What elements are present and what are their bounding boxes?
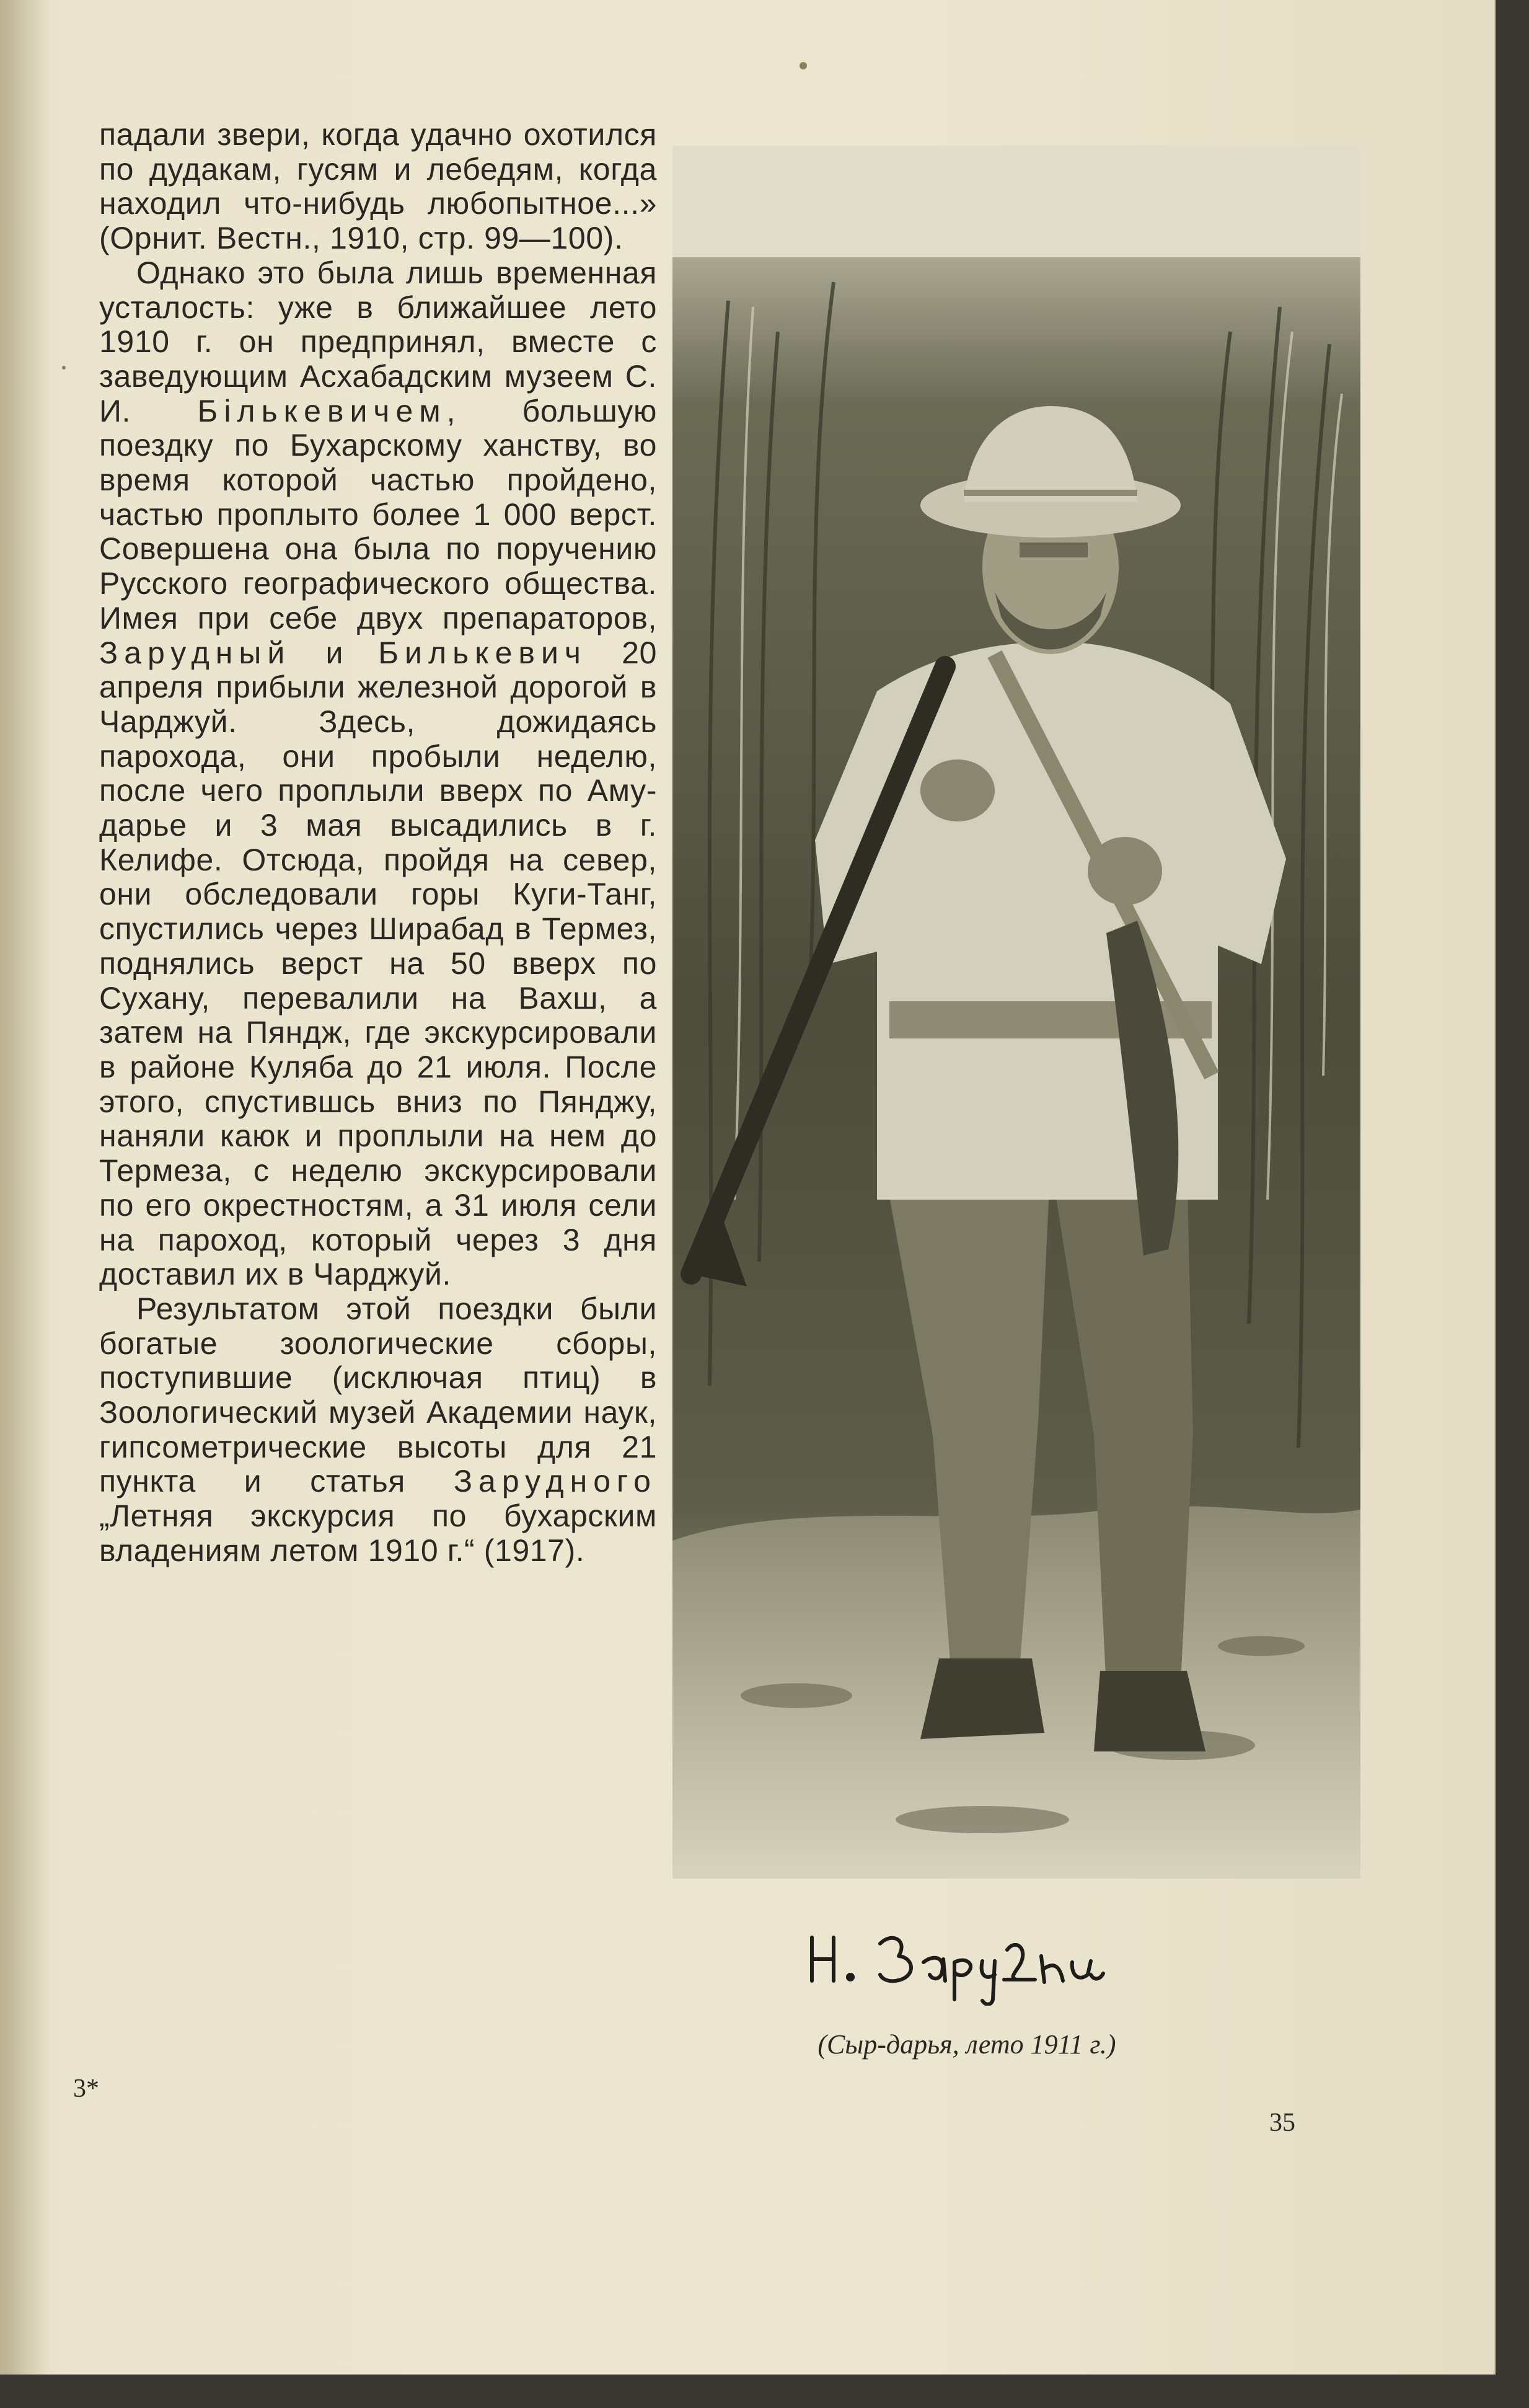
- handwritten-signature: [800, 1913, 1109, 2006]
- portrait-photo: [672, 146, 1360, 1879]
- signature-scribble: [800, 1913, 1109, 2006]
- hunter-photo-illustration: [672, 146, 1360, 1879]
- body-text-column: [99, 118, 657, 1569]
- paragraph-3: Результатом этой поездки были богатые зоологические сборы, поступившие (исключая птиц) в Зоологический музей Академии наук, гипсометрические высоты для 21 пункта и статья Зарудного „Летняя экскурсия по бухарским владениям летом 1910 г.“ (1917).: [99, 1291, 657, 1568]
- paper-speck: [800, 62, 807, 69]
- page-spine-shadow: [0, 0, 50, 2375]
- page-number: 35: [1269, 2109, 1295, 2137]
- paragraph-1: падали звери, когда удачно охотился по дудакам, гусям и лебедям, когда находил что-нибудь любопытное...» (Орнит. Вестн., 1910, стр. 99—100).: [99, 117, 657, 256]
- photo-caption: (Сыр-дарья, лето 1911 г.): [817, 2029, 1116, 2060]
- paper-speck: [62, 366, 66, 370]
- signature-mark: 3*: [73, 2074, 99, 2103]
- paragraph-2: Однако это была лишь временная усталость: уже в ближайшее лето 1910 г. он предпринял, вместе с заведующим Асхабадским музеем С. И. Бількевичем, большую поездку по Бухарскому ханству, во время которой частью пройдено, частью проплыто более 1 000 верст. Совершена она была по поручению Русского географического общества. Имея при себе двух препараторов, Зарудный и Билькевич 20 апреля прибыли железной дорогой в Чарджуй. Здесь, дожидаясь парохода, они пробыли неделю, после чего проплыли вверх по Аму-дарье и 3 мая высадились в г. Келифе. Отсюда, пройдя на север, они обследовали горы Куги-Танг, спустились через Ширабад в Термез, поднялись верст на 50 вверх по Сухану, перевалили на Вахш, а затем на Пяндж, где экскурсировали в районе Куляба до 21 июля. После этого, спустившсь вниз по Пянджу, наняли каюк и проплыли на нем до Термеза, с неделю экскурсировали по его окрестностям, а 31 июля сели на пароход, который через 3 дня доставил их в Чарджуй.: [99, 255, 657, 1292]
